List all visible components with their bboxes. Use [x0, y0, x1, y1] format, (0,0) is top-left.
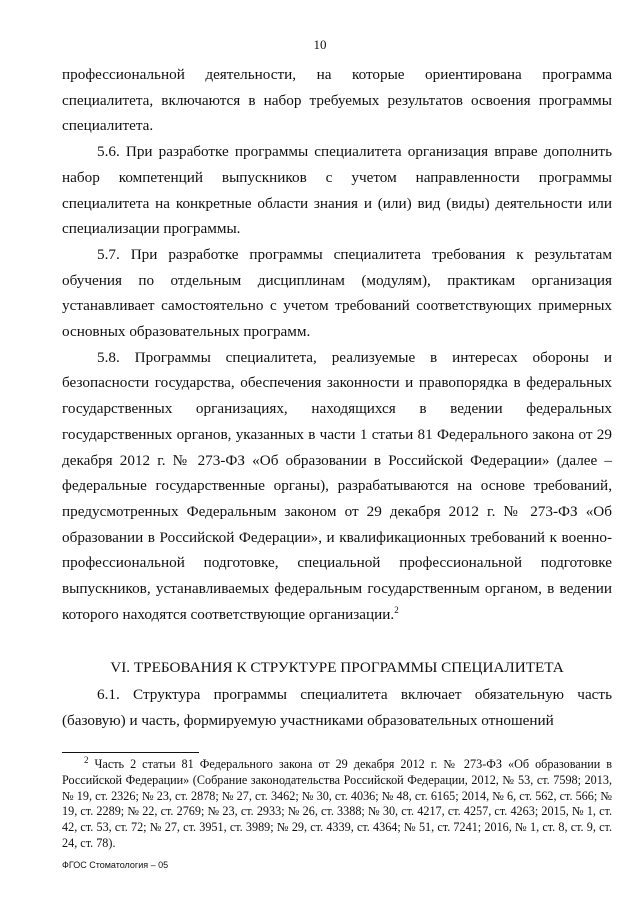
page-number: 10: [313, 37, 327, 52]
section-heading: VI. ТРЕБОВАНИЯ К СТРУКТУРЕ ПРОГРАММЫ СПЕЦИАЛИТЕТА: [110, 659, 564, 676]
section-text: [62, 682, 612, 733]
footnote: [62, 754, 613, 852]
page-footer: ФГОС Стоматология – 05: [62, 860, 169, 870]
footnote-mark: 2: [84, 754, 89, 765]
paragraph-5-6: 5.6. При разработке программы специалитета организация вправе дополнить набор компетенций выпускников с учетом направленности программы специалитета на конкретные области знания и (или) вид (виды) деятельности или специализации программы.: [62, 143, 612, 238]
paragraph-continued: профессиональной деятельности, на которые ориентирована программа специалитета, включаются в набор требуемых результатов освоения программы специалитета.: [62, 66, 612, 135]
body-text: [62, 62, 612, 627]
paragraph-5-8-text: 5.8. Программы специалитета, реализуемые в интересах обороны и безопасности государства, обеспечения законности и правопорядка в федеральных государственных организациях, находящихся в ведении федеральных государственных органов, указанных в части 1 статьи 81 Федерального закона от 29 декабря 2012 г. № 273-ФЗ «Об образовании в Российской Федерации» (далее – федеральные государственные органы), разрабатываются на основе требований, предусмотренных Федеральным законом от 29 декабря 2012 г. № 273-ФЗ «Об образовании в Российской Федерации», и квалификационных требований к военно-профессиональной подготовке, специальной профессиональной подготовке выпускников, устанавливаемых федеральным государственным органом, в ведении которого находятся соответствующие организации.: [62, 348, 612, 623]
footnote-reference[interactable]: 2: [394, 604, 399, 615]
footnote-divider: [62, 752, 199, 753]
paragraph-5-8: [62, 345, 612, 628]
paragraph-6-1: 6.1. Структура программы специалитета включает обязательную часть (базовую) и часть, формируемую участниками образовательных отношений: [62, 686, 612, 729]
paragraph-5-7: 5.7. При разработке программы специалитета требования к результатам обучения по отдельным дисциплинам (модулям), практикам организация устанавливает самостоятельно с учетом требований соответствующих примерных основных образовательных программ.: [62, 245, 612, 341]
footnote-text: Часть 2 статьи 81 Федерального закона от 29 декабря 2012 г. № 273-ФЗ «Об образовании в Российской Федерации» (Собрание законодательства Российской Федерации, 2012, № 53, ст. 7598; 2013, № 19, ст. 2326; № 23, ст. 2878; № 27, ст. 3462; № 30, ст. 4036; № 48, ст. 6165; 2014, № 6, ст. 562, ст. 566; № 19, ст. 2289; № 22, ст. 2769; № 23, ст. 2933; № 26, ст. 3388; № 30, ст. 4217, ст. 4257, ст. 4263; 2015, № 1, ст. 42, ст. 53, ст. 72; № 27, ст. 3951, ст. 3989; № 29, ст. 4339, ст. 4364; № 51, ст. 7241; 2016, № 1, ст. 8, ст. 9, ст. 24, ст. 78).: [62, 757, 613, 850]
